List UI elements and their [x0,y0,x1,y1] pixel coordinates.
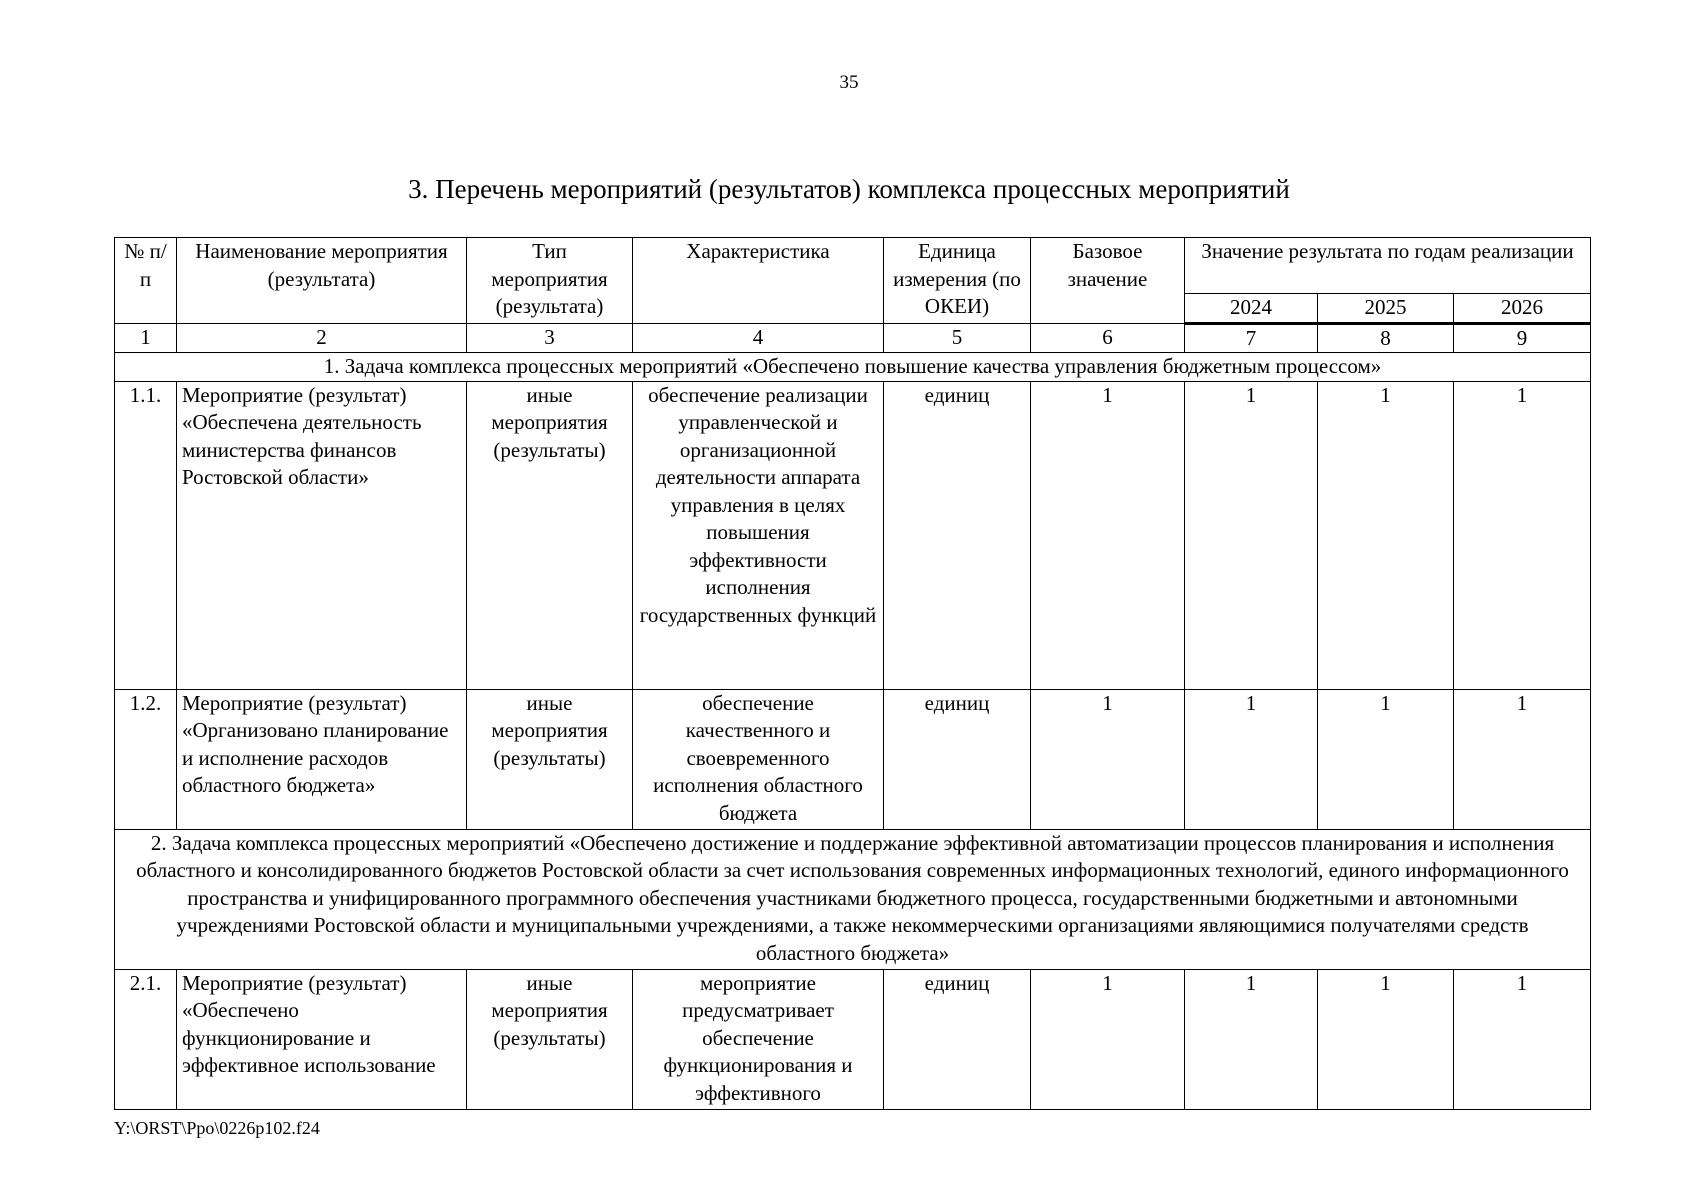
row-num: 1.1. [115,381,177,689]
col-num-1: 1 [115,323,177,353]
row-type: иные мероприятия (результаты) [467,381,633,689]
col-num-8: 8 [1318,323,1454,353]
col-num-9: 9 [1454,323,1591,353]
row-2024: 1 [1185,689,1318,829]
row-unit: единиц [884,689,1031,829]
row-2025: 1 [1318,969,1454,1109]
file-path-footer: Y:\ORST\Ppo\0226p102.f24 [114,1118,320,1138]
header-name: Наименование мероприятия (результата) [177,238,467,324]
row-base: 1 [1031,381,1185,689]
header-year-2026: 2026 [1454,294,1591,324]
row-characteristic: обеспечение качественного и своевременного исполнения областного бюджета [633,689,884,829]
task-1-text: 1. Задача комплекса процессных мероприятий «Обеспечено повышение качества управления бюджетным процессом» [115,353,1591,382]
row-2024: 1 [1185,969,1318,1109]
row-2026: 1 [1454,381,1591,689]
column-number-row [115,323,1591,353]
page-number: 35 [839,72,859,93]
row-2026: 1 [1454,689,1591,829]
row-base: 1 [1031,969,1185,1109]
measures-table [114,237,1591,1110]
col-num-5: 5 [884,323,1031,353]
task-row-2 [115,829,1591,969]
col-num-4: 4 [633,323,884,353]
row-name: Мероприятие (результат) «Организовано планирование и исполнение расходов областного бюджета» [177,689,467,829]
document-title: 3. Перечень мероприятий (результатов) комплекса процессных мероприятий [408,174,1290,204]
row-name: Мероприятие (результат) «Обеспечена деятельность министерства финансов Ростовской области» [177,381,467,689]
table-row [115,381,1591,689]
header-result-group: Значение результата по годам реализации [1185,238,1591,294]
row-type: иные мероприятия (результаты) [467,969,633,1109]
header-unit: Единица измерения (по ОКЕИ) [884,238,1031,324]
row-base: 1 [1031,689,1185,829]
row-unit: единиц [884,381,1031,689]
header-year-2024: 2024 [1185,294,1318,324]
row-num: 2.1. [115,969,177,1109]
task-2-text: 2. Задача комплекса процессных мероприятий «Обеспечено достижение и поддержание эффективной автоматизации процессов планирования и исполнения областного и консолидированного бюджетов Ростовской области за счет использования современных информационных технологий, единого информационного пространства и унифицированного программного обеспечения участниками бюджетного процесса, государственными бюджетными и автономными учреждениями Ростовской области и муниципальными учреждениями, а также некоммерческими организациями являющимися получателями средств областного бюджета» [115,829,1591,969]
col-num-3: 3 [467,323,633,353]
row-characteristic: мероприятие предусматривает обеспечение функционирования и эффективного [633,969,884,1109]
row-2026: 1 [1454,969,1591,1109]
row-characteristic: обеспечение реализации управленческой и организационной деятельности аппарата управления в целях повышения эффективности исполнения государственных функций [633,381,884,689]
row-num: 1.2. [115,689,177,829]
header-characteristic: Характеристика [633,238,884,324]
header-base: Базовое значение [1031,238,1185,324]
header-type: Тип мероприятия (результата) [467,238,633,324]
table-row [115,969,1591,1109]
row-type: иные мероприятия (результаты) [467,689,633,829]
header-row [115,238,1591,294]
col-num-6: 6 [1031,323,1185,353]
task-row-1 [115,353,1591,382]
row-2025: 1 [1318,689,1454,829]
col-num-2: 2 [177,323,467,353]
row-2025: 1 [1318,381,1454,689]
row-name: Мероприятие (результат) «Обеспечено функционирование и эффективное использование [177,969,467,1109]
header-num: № п/п [115,238,177,324]
row-unit: единиц [884,969,1031,1109]
row-2024: 1 [1185,381,1318,689]
table-row [115,689,1591,829]
header-year-2025: 2025 [1318,294,1454,324]
col-num-7: 7 [1185,323,1318,353]
